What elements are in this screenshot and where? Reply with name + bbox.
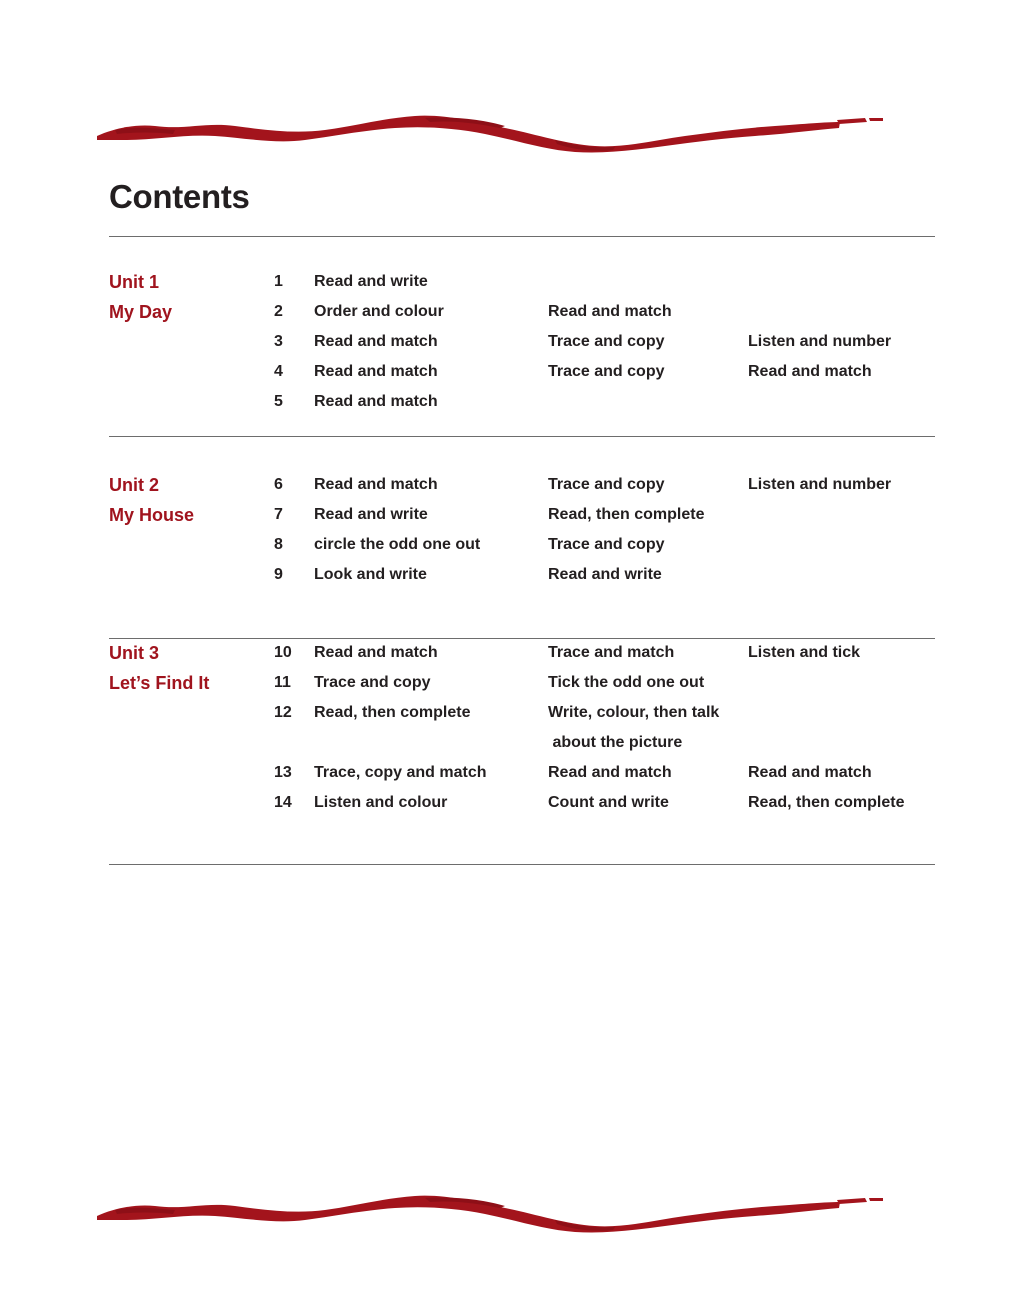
activity-1: Read and match	[314, 644, 438, 661]
activity-1: Read and match	[314, 393, 438, 410]
page-number: 8	[274, 536, 283, 553]
unit-2-name: My House	[109, 505, 195, 525]
activity-2: Trace and copy	[548, 363, 665, 380]
activity-2: Count and write	[548, 794, 669, 811]
page-number: 6	[274, 476, 283, 493]
activity-1: Listen and colour	[314, 794, 448, 811]
page-number: 1	[274, 273, 283, 290]
activity-2: about the picture	[548, 734, 683, 751]
activity-1: Trace, copy and match	[314, 764, 487, 781]
page-number: 13	[274, 764, 292, 781]
contents-row	[0, 728, 1020, 758]
unit-3-label: Unit 3	[109, 643, 160, 663]
contents-row	[0, 530, 1020, 560]
divider-bottom	[109, 864, 935, 865]
activity-2: Read, then complete	[548, 506, 705, 523]
activity-2: Trace and copy	[548, 333, 665, 350]
activity-1: Look and write	[314, 566, 427, 583]
activity-3: Read and match	[748, 363, 872, 380]
activity-1: Read and write	[314, 506, 428, 523]
brush-stroke-bottom-decoration	[95, 1180, 885, 1240]
unit-1-name: My Day	[109, 302, 173, 322]
contents-row	[0, 788, 1020, 818]
page-title: Contents	[109, 178, 250, 215]
contents-row	[0, 560, 1020, 590]
page-number: 5	[274, 393, 283, 410]
activity-2: Trace and match	[548, 644, 675, 661]
unit-1-rows	[0, 267, 1020, 417]
page-number: 3	[274, 333, 283, 350]
contents-row	[0, 470, 1020, 500]
unit-1-label: Unit 1	[109, 272, 160, 292]
contents-row	[0, 638, 1020, 668]
page-number: 10	[274, 644, 292, 661]
activity-1: circle the odd one out	[314, 536, 481, 553]
contents-row	[0, 758, 1020, 788]
activity-1: Read and match	[314, 476, 438, 493]
activity-2: Write, colour, then talk	[548, 704, 720, 721]
contents-row	[0, 387, 1020, 417]
contents-row	[0, 297, 1020, 327]
divider-top	[109, 236, 935, 237]
page-number: 2	[274, 303, 283, 320]
unit-2-rows	[0, 470, 1020, 590]
unit-3-name: Let’s Find It	[109, 673, 210, 693]
activity-1: Read, then complete	[314, 704, 471, 721]
page-number: 12	[274, 704, 292, 721]
activity-3: Read, then complete	[748, 794, 905, 811]
divider-unit-1	[109, 436, 935, 437]
page-number: 14	[274, 794, 292, 811]
contents-row	[0, 327, 1020, 357]
contents-row	[0, 267, 1020, 297]
activity-2: Read and write	[548, 566, 662, 583]
contents-row	[0, 698, 1020, 728]
activity-1: Read and write	[314, 273, 428, 290]
activity-3: Listen and number	[748, 333, 892, 350]
activity-3: Listen and tick	[748, 644, 861, 661]
page-number: 9	[274, 566, 283, 583]
contents-row	[0, 500, 1020, 530]
contents-row	[0, 357, 1020, 387]
activity-1: Read and match	[314, 363, 438, 380]
activity-2: Read and match	[548, 303, 672, 320]
page-number: 11	[274, 674, 291, 691]
activity-3: Read and match	[748, 764, 872, 781]
page-number: 7	[274, 506, 283, 523]
activity-2: Trace and copy	[548, 476, 665, 493]
activity-2: Trace and copy	[548, 536, 665, 553]
activity-1: Trace and copy	[314, 674, 431, 691]
unit-2-label: Unit 2	[109, 475, 160, 495]
activity-1: Order and colour	[314, 303, 444, 320]
activity-2: Read and match	[548, 764, 672, 781]
unit-3-rows	[0, 638, 1020, 818]
activity-3: Listen and number	[748, 476, 892, 493]
page-number: 4	[274, 363, 283, 380]
brush-stroke-top-decoration	[95, 100, 885, 160]
activity-2: Tick the odd one out	[548, 674, 705, 691]
contents-row	[0, 668, 1020, 698]
activity-1: Read and match	[314, 333, 438, 350]
